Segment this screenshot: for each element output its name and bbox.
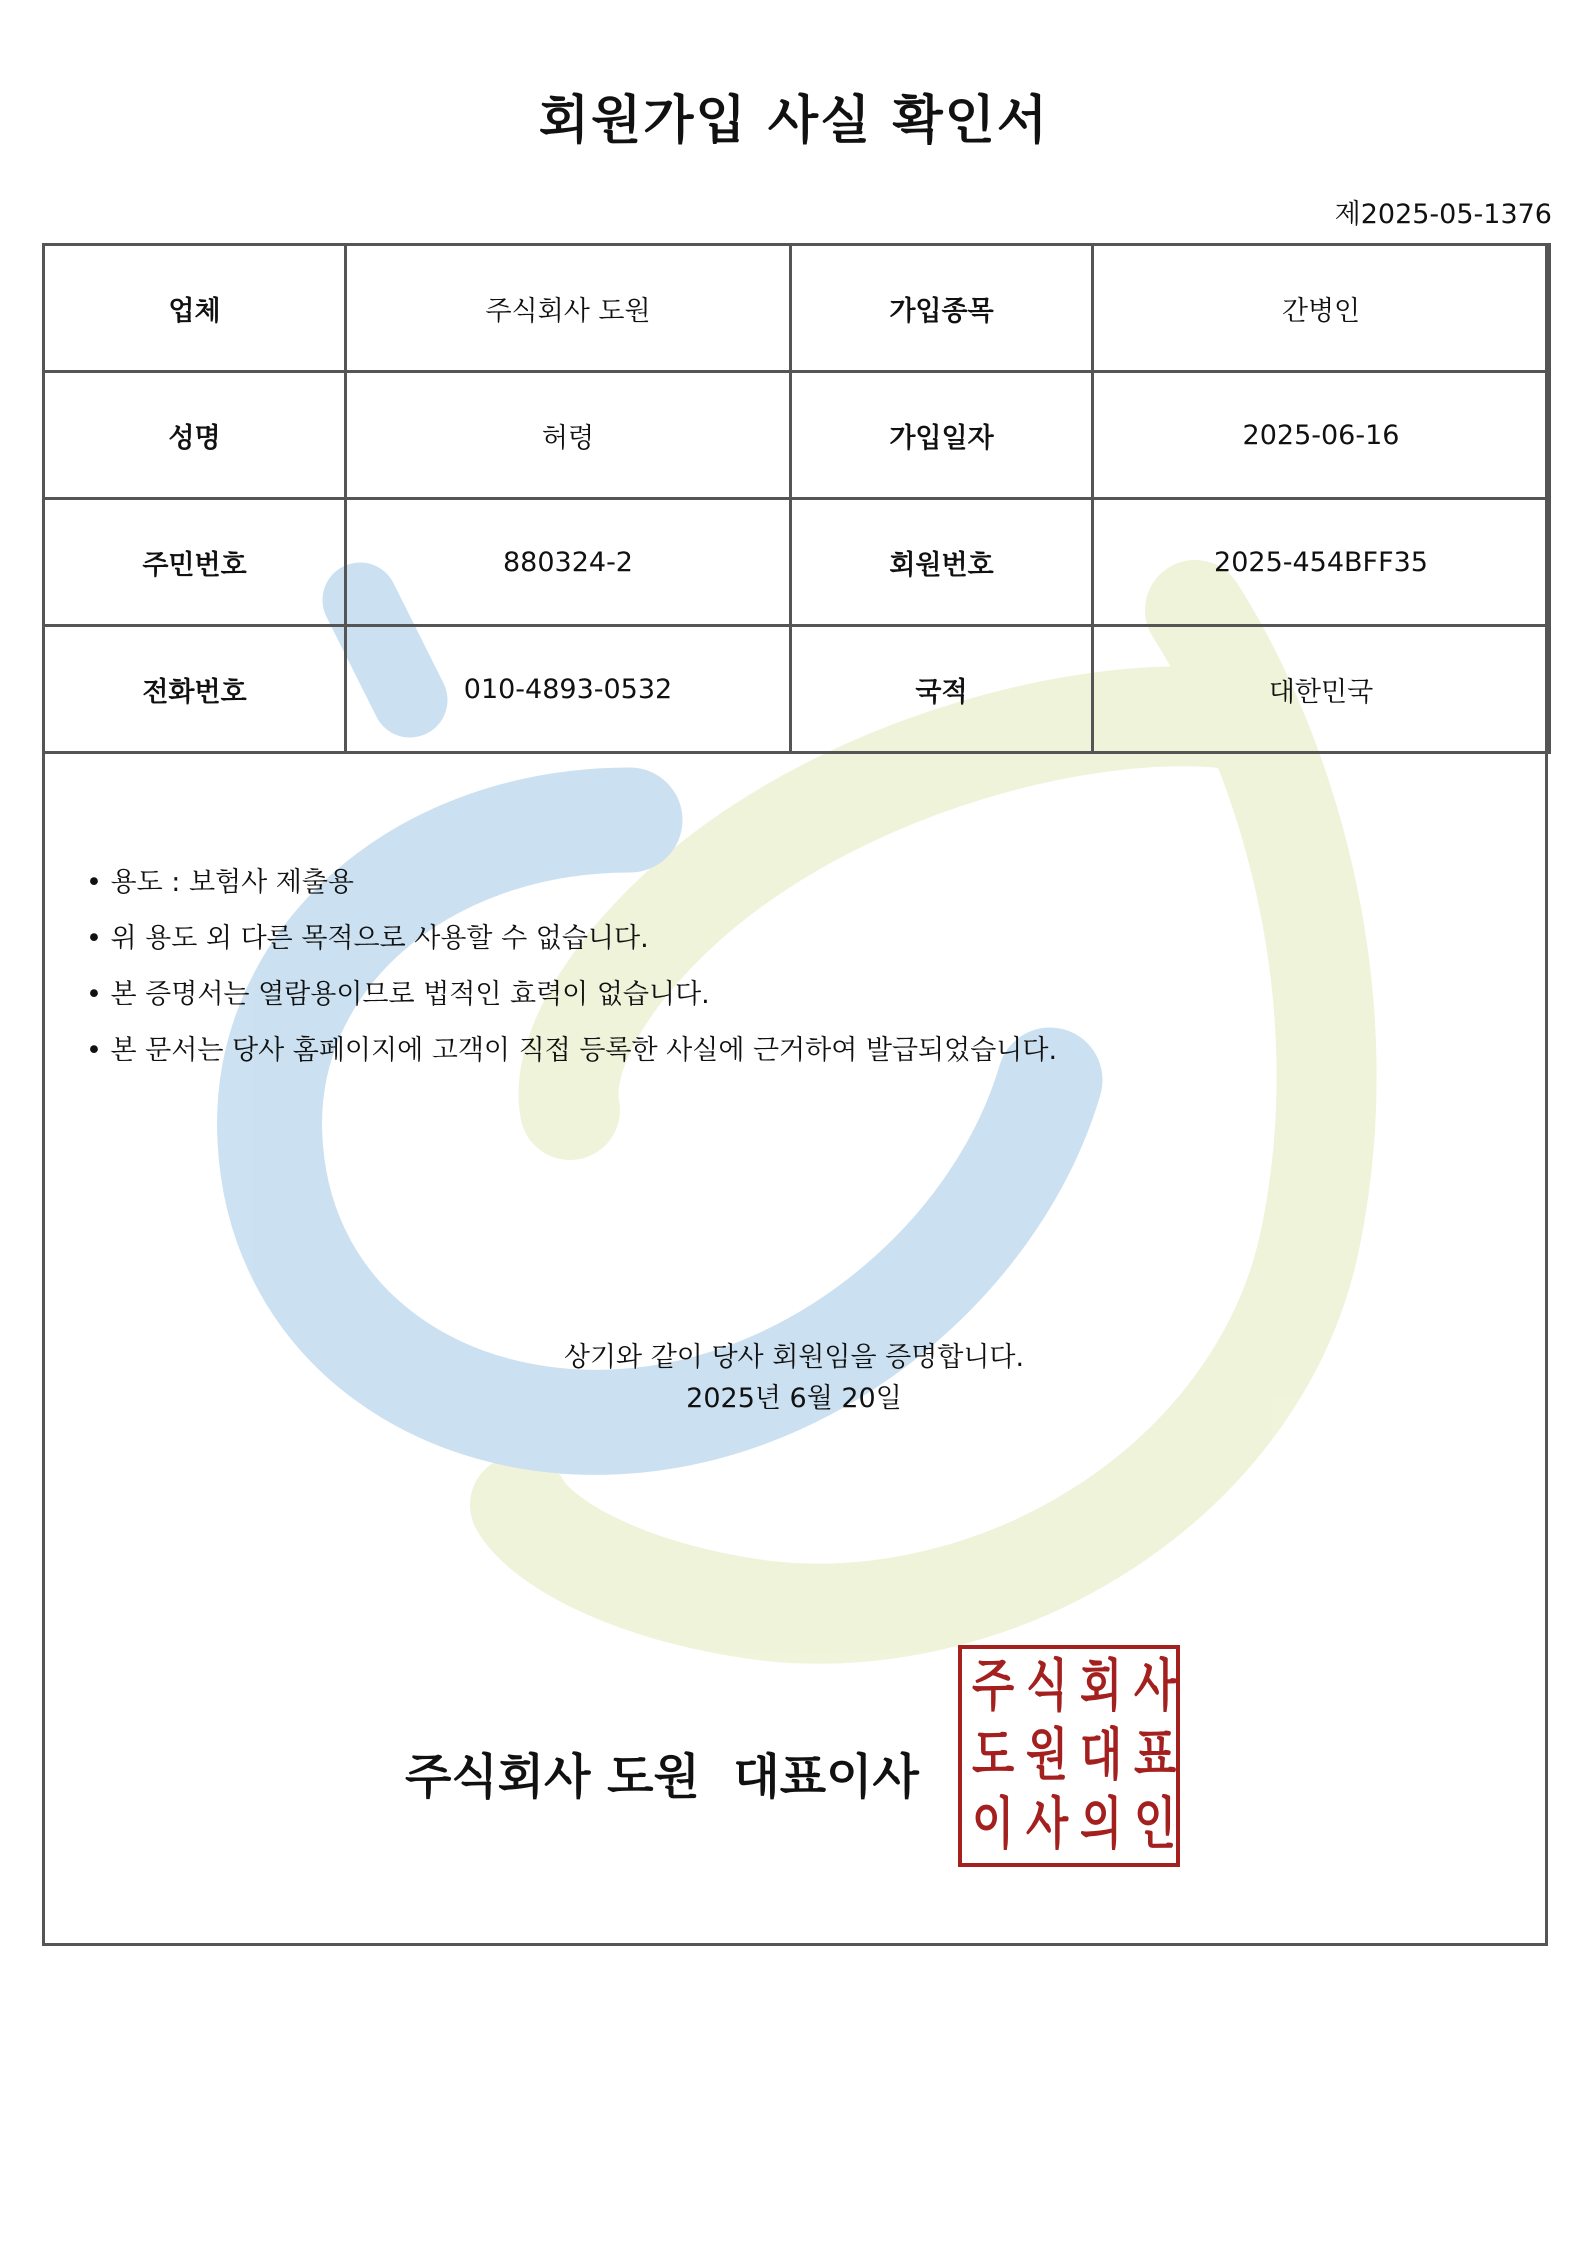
value-membership-type: 간병인 bbox=[1093, 245, 1550, 372]
value-phone: 010-4893-0532 bbox=[346, 626, 791, 753]
seal-char: 이 bbox=[971, 1791, 1015, 1857]
certification-date: 2025년 6월 20일 bbox=[686, 1383, 902, 1414]
label-company: 업체 bbox=[44, 245, 346, 372]
seal-char: 표 bbox=[1134, 1722, 1177, 1788]
signature-line: 주식회사 도원 대표이사 bbox=[405, 1749, 919, 1805]
label-nationality: 국적 bbox=[791, 626, 1093, 753]
seal-char: 의 bbox=[1080, 1791, 1123, 1857]
seal-char: 도 bbox=[971, 1722, 1015, 1788]
note-restriction: • 위 용도 외 다른 목적으로 사용할 수 없습니다. bbox=[86, 911, 1057, 967]
info-table bbox=[42, 243, 1551, 754]
value-company: 주식회사 도원 bbox=[346, 245, 791, 372]
seal-char: 식 bbox=[1026, 1654, 1069, 1720]
label-name: 성명 bbox=[44, 372, 346, 499]
company-seal bbox=[958, 1645, 1180, 1867]
note-purpose: • 용도 : 보험사 제출용 bbox=[86, 855, 1057, 911]
table-row bbox=[44, 372, 1550, 499]
table-row bbox=[44, 245, 1550, 372]
value-member-number: 2025-454BFF35 bbox=[1093, 499, 1550, 626]
seal-char: 인 bbox=[1134, 1791, 1177, 1857]
value-join-date: 2025-06-16 bbox=[1093, 372, 1550, 499]
label-resident-number: 주민번호 bbox=[44, 499, 346, 626]
label-phone: 전화번호 bbox=[44, 626, 346, 753]
seal-char: 대 bbox=[1080, 1722, 1123, 1788]
certification-statement: 상기와 같이 당사 회원임을 증명합니다. bbox=[563, 1342, 1025, 1373]
value-name: 허령 bbox=[346, 372, 791, 499]
table-row bbox=[44, 499, 1550, 626]
label-member-number: 회원번호 bbox=[791, 499, 1093, 626]
note-legal-effect: • 본 증명서는 열람용이므로 법적인 효력이 없습니다. bbox=[86, 967, 1057, 1023]
notes-list bbox=[86, 855, 1057, 1079]
value-nationality: 대한민국 bbox=[1093, 626, 1550, 753]
label-join-date: 가입일자 bbox=[791, 372, 1093, 499]
value-resident-number: 880324-2 bbox=[346, 499, 791, 626]
page-title: 회원가입 사실 확인서 bbox=[538, 91, 1050, 151]
label-membership-type: 가입종목 bbox=[791, 245, 1093, 372]
document-number: 제2025-05-1376 bbox=[1334, 199, 1552, 230]
table-row bbox=[44, 626, 1550, 753]
seal-char: 사 bbox=[1134, 1654, 1177, 1720]
seal-char: 주 bbox=[971, 1654, 1015, 1720]
seal-char: 원 bbox=[1026, 1722, 1069, 1788]
seal-char: 사 bbox=[1026, 1791, 1069, 1857]
note-source: • 본 문서는 당사 홈페이지에 고객이 직접 등록한 사실에 근거하여 발급되었습니다. bbox=[86, 1023, 1057, 1079]
seal-char: 회 bbox=[1080, 1654, 1123, 1720]
